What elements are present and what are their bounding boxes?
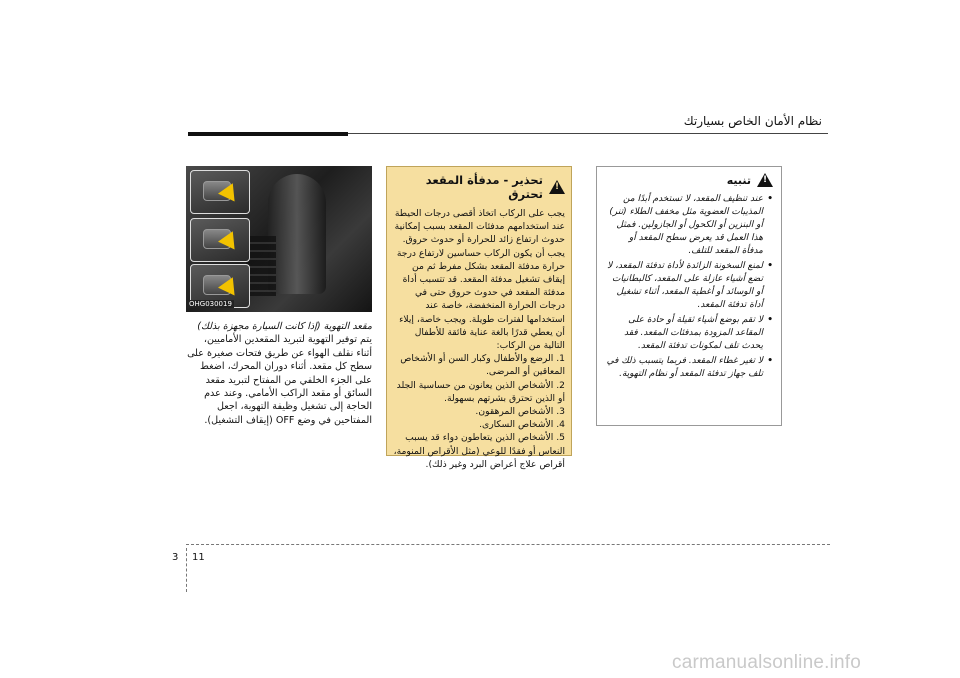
- caution-list: [605, 193, 773, 381]
- body-text: [186, 320, 372, 427]
- image-code: OHG030019: [189, 300, 232, 308]
- warning-body: [393, 207, 565, 471]
- warning-item: 3. الأشخاص المرهقون.: [475, 406, 565, 418]
- caution-item: • لمنع السخونة الزائدة لأداة تدفئة المقعد، لا تضع أشياء عازلة على المقعد، كالبطانيات أو الوسائد أو أغطية المقعد، أثناء تشغيل أداة تدفئة المقعد.: [605, 260, 773, 312]
- caution-icon: !: [757, 173, 773, 187]
- gear-lever: [268, 174, 326, 294]
- warning-item: 5. الأشخاص الذين يتعاطون دواء قد يسبب النعاس أو فقدًا للوعي (مثل الأقراص المنومة، أقراص علاج أعراض البرد وغير ذلك).: [393, 432, 565, 470]
- caution-box: [596, 166, 782, 426]
- header-title: نظام الأمان الخاص بسيارتك: [683, 114, 822, 128]
- body-paragraph: يتم توفير التهوية لتبريد المقعدين الأماميين، أثناء نقلف الهواء عن طريق فتحات صغيرة على سطح كل مقعد. أثناء دوران المحرك، اضغط على الجزء الخلفي من المفتاح لتبريد مقعد السائق أو مقعد الراكب الأمامي. وعند عدم الحاجة إلى تشغيل وظيفة التهوية، اجعل المفتاحين في وضع OFF (إيقاف التشغيل).: [187, 334, 372, 426]
- chapter-number: 3: [172, 552, 179, 563]
- body-lead: مقعد التهوية (إذا كانت السيارة مجهزة بذلك): [197, 321, 372, 332]
- switch-inset-middle: [190, 218, 250, 262]
- watermark: carmanualsonline.info: [672, 652, 862, 673]
- switch-inset-top: [190, 170, 250, 214]
- warning-item: 2. الأشخاص الذين يعانون من حساسية الجلد أو الذين تحترق بشرتهم بسهولة.: [396, 379, 565, 404]
- caution-item: • لا تقم بوضع أشياء ثقيلة أو حادة على المقاعد المزودة بمدفئات المقعد. فقد يحدث تلف لمكونات تدفئة المقعد.: [605, 314, 773, 353]
- warning-title: تحذير - مدفأة المقعد تحترق: [425, 173, 543, 201]
- header-bar: [188, 132, 348, 136]
- warning-item: 1. الرضع والأطفال وكبار السن أو الأشخاص المعاقين أو المرضى.: [400, 353, 565, 378]
- footer-divider: [186, 544, 830, 545]
- gear-slot: [246, 236, 276, 296]
- page-number: 11: [192, 552, 205, 563]
- footer-vertical-divider: [186, 548, 187, 592]
- caution-title: تنبيه: [726, 173, 751, 187]
- caution-item: • لا تغير غطاء المقعد. فربما يتسبب ذلك في تلف جهاز تدفئة المقعد أو نظام التهوية.: [605, 355, 773, 381]
- caution-item: • عند تنظيف المقعد، لا تستخدم أبدًا من المذيبات العضوية مثل مخفف الطلاء (تنر) أو البنزين أو الكحول أو الجازولين. فمثل هذا العمل قد يعرض سطح المقعد أو مدفأة المقعد للتلف.: [605, 193, 773, 258]
- warning-item: 4. الأشخاص السكارى.: [479, 419, 565, 431]
- warning-header: [393, 173, 565, 201]
- warning-icon: !: [549, 180, 565, 194]
- header-line: [348, 133, 828, 134]
- warning-box: [386, 166, 572, 470]
- warning-intro: يجب على الركاب اتخاذ أقصى درجات الحيطة عند استخدامهم مدفئات المقعد بسبب إمكانية حدوث ارتفاع زائد للحرارة أو حدوث حروق. يجب أن يكون الركاب حساسين لارتفاع درجة حرارة مدفئة المقعد بشكل مفرط ثم من إيقاف تشغيل مدفئة المقعد. قد تتسبب أداة مدفئة المقعد في حدوث حروق حتى في درجات الحرارة المنخفضة، خاصة عند استخدامها لفترات طويلة. ويجب خاصة، إيلاء أن يعطي قدرًا بالغة عناية فائقة للأطفال التالية من الركاب:: [394, 208, 565, 352]
- caution-header: [605, 173, 773, 187]
- seat-ventilation-photo: [186, 166, 372, 312]
- warning-list: [393, 352, 565, 471]
